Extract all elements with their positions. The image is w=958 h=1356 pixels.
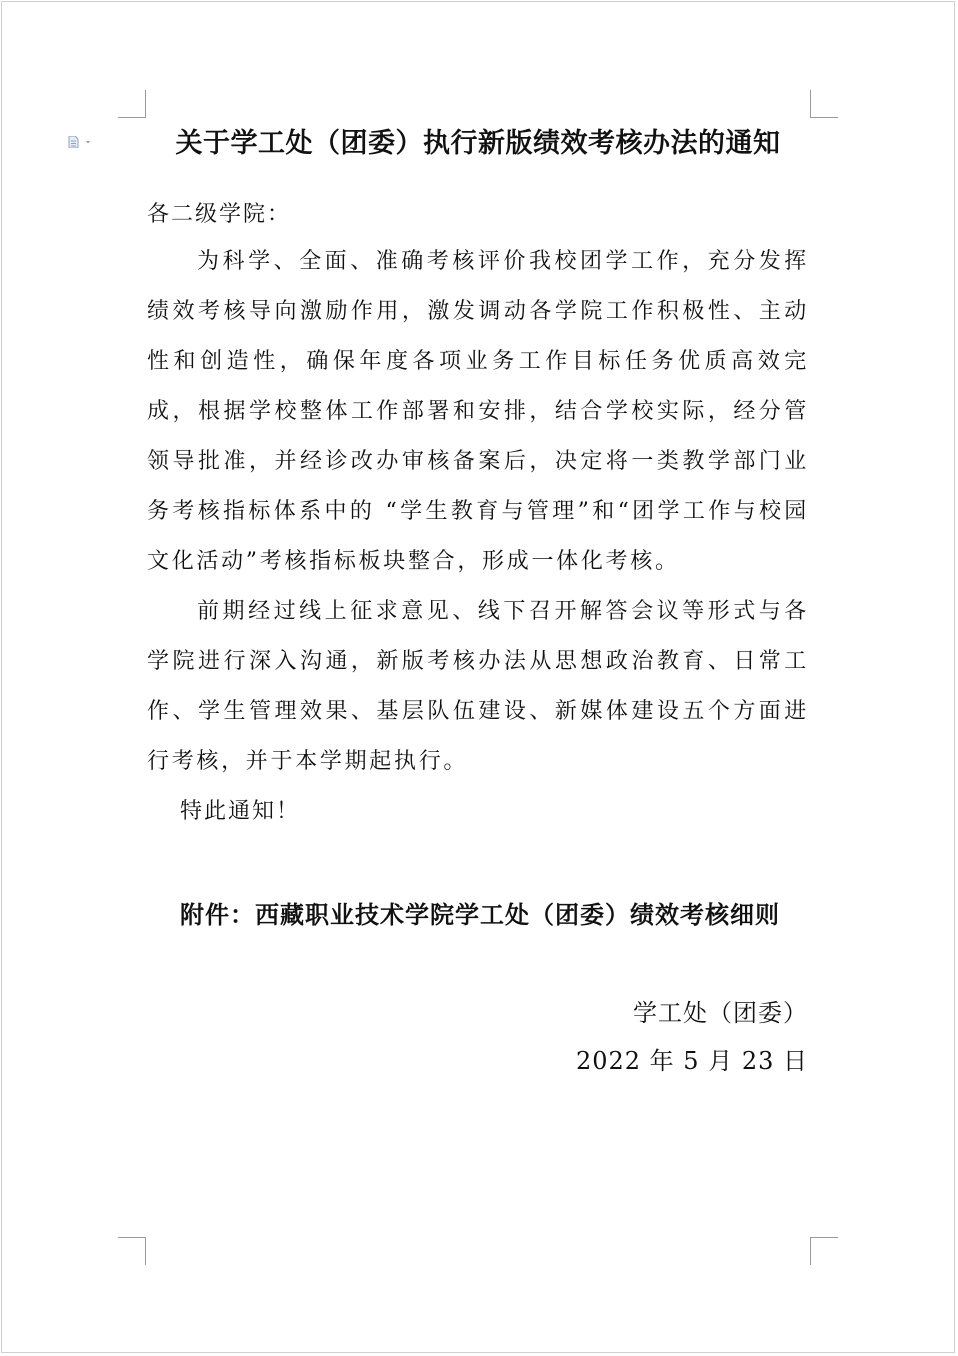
margin-corner-bottom-right: [810, 1237, 838, 1265]
margin-corner-top-left: [118, 90, 146, 118]
closing-line: 特此通知！: [180, 799, 301, 824]
margin-corner-top-right: [810, 90, 838, 118]
date: 2022 年 5 月 23 日: [575, 1047, 808, 1075]
greeting: 各二级学院：: [147, 202, 292, 227]
document-title: 关于学工处（团委）执行新版绩效考核办法的通知: [175, 128, 781, 159]
attachment-line: 附件：西藏职业技术学院学工处（团委）绩效考核细则: [180, 900, 780, 929]
signature: 学工处（团委）: [633, 999, 808, 1027]
document-icon[interactable]: [68, 136, 94, 148]
body-paragraph-1: 为科学、全面、准确考核评价我校团学工作，充分发挥绩效考核导向激励作用，激发调动各学院工作积极性、主动性和创造性，确保年度各项业务工作目标任务优质高效完成，根据学校整体工作部署和安排，结合学校实际，经分管领导批准，并经诊改办审核备案后，决定将一类教学部门业务考核指标体系中的 “学生教育与管理”和“团学工作与校园文化活动”考核指标板块整合，形成一体化考核。: [147, 249, 809, 574]
margin-corner-bottom-left: [118, 1237, 146, 1265]
body-paragraph-2: 前期经过线上征求意见、线下召开解答会议等形式与各学院进行深入沟通，新版考核办法从思想政治教育、日常工作、学生管理效果、基层队伍建设、新媒体建设五个方面进行考核，并于本学期起执行。: [147, 599, 809, 774]
